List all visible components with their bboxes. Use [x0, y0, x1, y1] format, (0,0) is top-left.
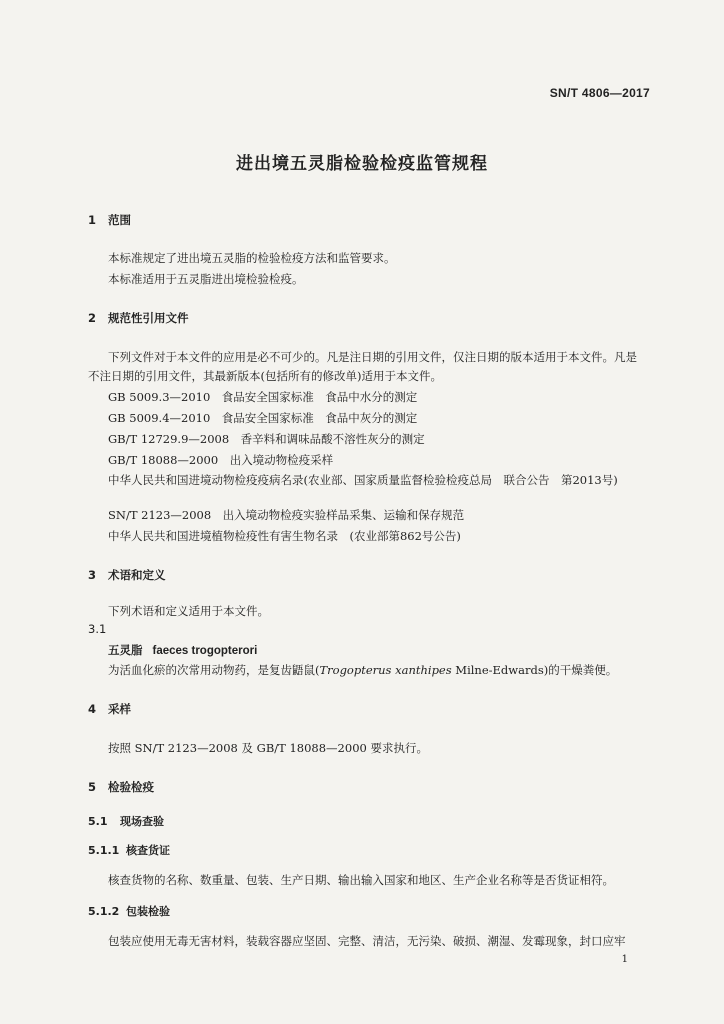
section-heading-3	[88, 567, 166, 583]
reference-item: 中华人民共和国进境植物检疫性有害生物名录 (农业部第862号公告)	[108, 529, 461, 543]
subsection-number: 5.1.2	[88, 905, 120, 918]
subsection-heading-5-1-2	[88, 903, 170, 919]
section-title: 范围	[108, 213, 131, 227]
reference-item: GB/T 18088—2000 出入境动物检疫采样	[108, 453, 334, 467]
paragraph: 本标准适用于五灵脂进出境检验检疫。	[108, 272, 304, 286]
paragraph: 按照 SN/T 2123—2008 及 GB/T 18088—2000 要求执行。	[108, 741, 428, 755]
standard-number: SN/T 4806—2017	[549, 86, 650, 100]
paragraph: 核查货物的名称、数重量、包装、生产日期、输出输入国家和地区、生产企业名称等是否货证相符。	[108, 873, 614, 887]
term-number: 3.1	[88, 622, 107, 636]
section-heading-5	[88, 779, 154, 795]
reference-item: SN/T 2123—2008 出入境动物检疫实验样品采集、运输和保存规范	[108, 508, 465, 522]
reference-item: GB/T 12729.9—2008 香辛料和调味品酸不溶性灰分的测定	[108, 432, 425, 446]
definition-text: Milne-Edwards)的干燥粪便。	[451, 663, 618, 677]
section-heading-2	[88, 310, 189, 326]
section-title: 规范性引用文件	[108, 311, 189, 325]
reference-item: 中华人民共和国进境动物检疫疫病名录(农业部、国家质量监督检验检疫总局 联合公告 第2013号)	[108, 473, 618, 487]
section-title: 检验检疫	[108, 780, 154, 794]
subsection-number: 5.1.1	[88, 844, 120, 857]
section-title: 术语和定义	[108, 568, 166, 582]
section-number: 3	[88, 568, 97, 582]
paragraph: 包装应使用无毒无害材料，装载容器应坚固、完整、清洁，无污染、破损、潮湿、发霉现象，封口应牢	[108, 934, 626, 948]
term-chinese: 五灵脂	[108, 643, 143, 657]
subsection-title: 现场查验	[120, 815, 164, 828]
section-number: 1	[88, 213, 97, 227]
section-number: 2	[88, 311, 97, 325]
page-number: 1	[621, 954, 628, 965]
paragraph: 本标准规定了进出境五灵脂的检验检疫方法和监管要求。	[108, 251, 396, 265]
subsection-title: 包装检验	[126, 905, 170, 918]
definition-latin: Trogopterus xanthipes	[319, 663, 452, 677]
subsection-number: 5.1	[88, 815, 108, 828]
subsection-title: 核查货证	[126, 844, 170, 857]
section-number: 5	[88, 780, 97, 794]
term-name	[108, 642, 257, 658]
reference-item: GB 5009.4—2010 食品安全国家标准 食品中灰分的测定	[108, 411, 418, 425]
term-english: faeces trogopterori	[152, 645, 258, 657]
subsection-heading-5-1	[88, 813, 164, 829]
definition-text: 为活血化瘀的次常用动物药，是复齿鼯鼠(	[108, 663, 320, 677]
subsection-heading-5-1-1	[88, 842, 170, 858]
page-title: 进出境五灵脂检验检疫监管规程	[236, 154, 488, 174]
paragraph: 下列文件对于本文件的应用是必不可少的。凡是注日期的引用文件，仅注日期的版本适用于本文件。凡是不注日期的引用文件，其最新版本(包括所有的修改单)适用于本文件。	[88, 350, 637, 383]
section-number: 4	[88, 702, 97, 716]
section-heading-1	[88, 212, 131, 228]
reference-item: GB 5009.3—2010 食品安全国家标准 食品中水分的测定	[108, 390, 418, 404]
section-title: 采样	[108, 702, 131, 716]
section-heading-4	[88, 701, 131, 717]
paragraph: 下列术语和定义适用于本文件。	[108, 604, 269, 618]
term-definition	[108, 662, 617, 678]
